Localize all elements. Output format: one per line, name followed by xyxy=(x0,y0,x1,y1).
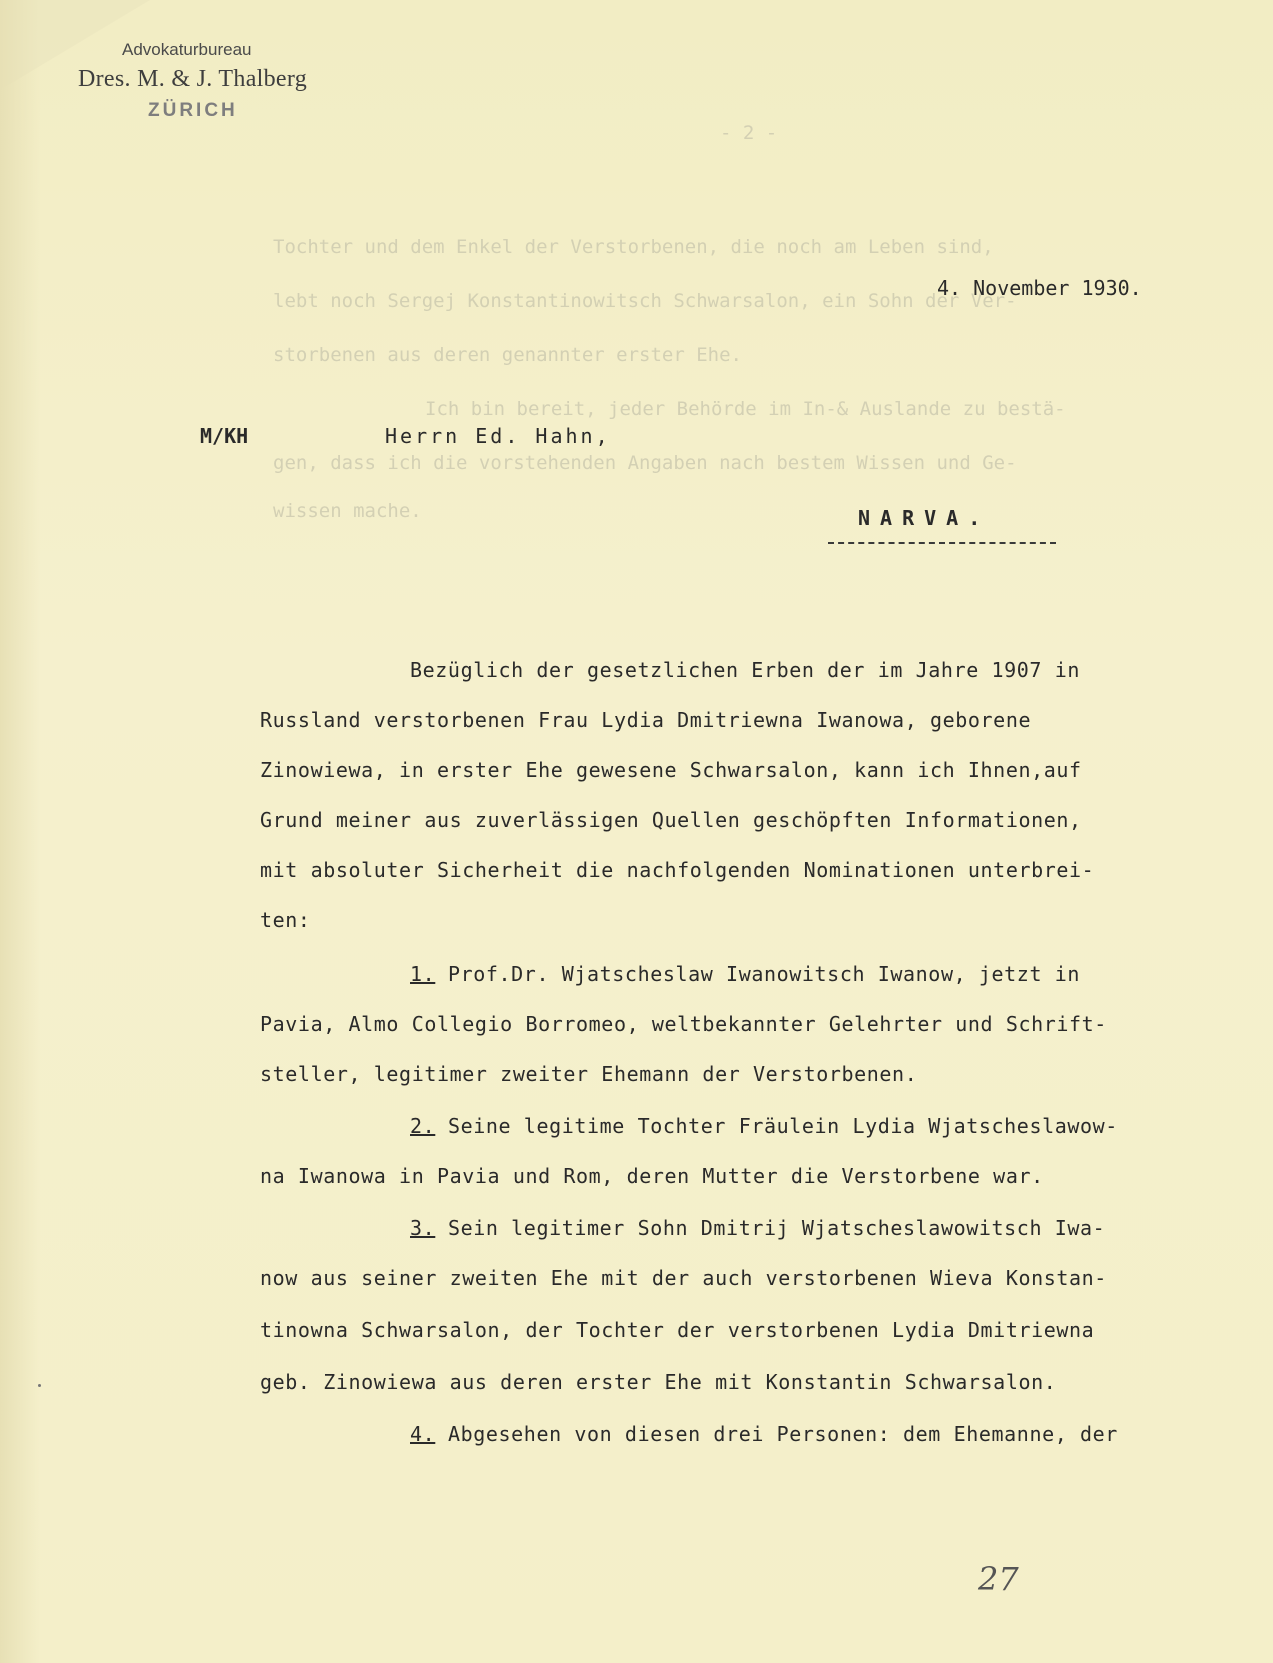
bleed-through-line: lebt noch Sergej Konstantinowitsch Schwarsalon, ein Sohn der Ver- xyxy=(273,290,1017,312)
addressee-city: NARVA. xyxy=(858,506,991,530)
body-line: Pavia, Almo Collegio Borromeo, weltbekannter Gelehrter und Schrift- xyxy=(260,1012,1107,1036)
body-line: ten: xyxy=(260,908,311,932)
body-line: Russland verstorbenen Frau Lydia Dmitriewna Iwanowa, geborene xyxy=(260,708,1032,732)
bleed-through-page-marker: - 2 - xyxy=(720,122,778,144)
list-item-3 xyxy=(410,1216,1105,1240)
body-line: Zinowiewa, in erster Ehe gewesene Schwarsalon, kann ich Ihnen,auf xyxy=(260,758,1082,782)
item-text: Abgesehen von diesen drei Personen: dem Ehemanne, der xyxy=(447,1422,1118,1446)
page-edge-shadow xyxy=(0,0,40,1663)
body-line: tinowna Schwarsalon, der Tochter der verstorbenen Lydia Dmitriewna xyxy=(260,1318,1095,1342)
bleed-through-line: Ich bin bereit, jeder Behörde im In-& Auslande zu bestä- xyxy=(425,398,1066,420)
body-line: mit absoluter Sicherheit die nachfolgenden Nominationen unterbrei- xyxy=(260,858,1095,882)
list-item-4 xyxy=(410,1422,1118,1446)
bleed-through-line: Tochter und dem Enkel der Verstorbenen, die noch am Leben sind, xyxy=(273,236,994,258)
bleed-through-line: storbenen aus deren genannter erster Ehe. xyxy=(273,344,742,366)
item-number: 2. xyxy=(410,1114,436,1138)
letterhead-office: Advokaturbureau xyxy=(122,40,252,59)
body-line: Grund meiner aus zuverlässigen Quellen geschöpften Informationen, xyxy=(260,808,1082,832)
handwritten-page-number: 27 xyxy=(978,1560,1019,1598)
item-text: Prof.Dr. Wjatscheslaw Iwanowitsch Iwanow, jetzt in xyxy=(447,962,1081,986)
city-underline xyxy=(828,542,1056,544)
body-line: Bezüglich der gesetzlichen Erben der im Jahre 1907 in xyxy=(410,658,1080,682)
bleed-through-line: wissen mache. xyxy=(273,500,422,522)
body-line: now aus seiner zweiten Ehe mit der auch verstorbenen Wieva Konstan- xyxy=(260,1266,1107,1290)
paper-speck xyxy=(38,1384,41,1387)
letter-date: 4. November 1930. xyxy=(937,276,1142,300)
item-number: 3. xyxy=(410,1216,436,1240)
bleed-through-line: gen, dass ich die vorstehenden Angaben nach bestem Wissen und Ge- xyxy=(273,452,1017,474)
addressee: Herrn Ed. Hahn, xyxy=(385,424,611,448)
body-line: geb. Zinowiewa aus deren erster Ehe mit Konstantin Schwarsalon. xyxy=(260,1370,1057,1394)
body-line: steller, legitimer zweiter Ehemann der Verstorbenen. xyxy=(260,1062,918,1086)
letterhead-city: ZÜRICH xyxy=(148,100,238,121)
item-text: Sein legitimer Sohn Dmitrij Wjatscheslawowitsch Iwa- xyxy=(447,1216,1106,1240)
item-text: Seine legitime Tochter Fräulein Lydia Wjatscheslawow- xyxy=(447,1114,1118,1138)
letterhead-firm: Dres. M. & J. Thalberg xyxy=(78,66,308,92)
reference-code: M/KH xyxy=(200,424,249,448)
list-item-1 xyxy=(410,962,1080,986)
item-number: 4. xyxy=(410,1422,436,1446)
body-line: na Iwanowa in Pavia und Rom, deren Mutter die Verstorbene war. xyxy=(260,1164,1044,1188)
item-number: 1. xyxy=(410,962,436,986)
list-item-2 xyxy=(410,1114,1118,1138)
